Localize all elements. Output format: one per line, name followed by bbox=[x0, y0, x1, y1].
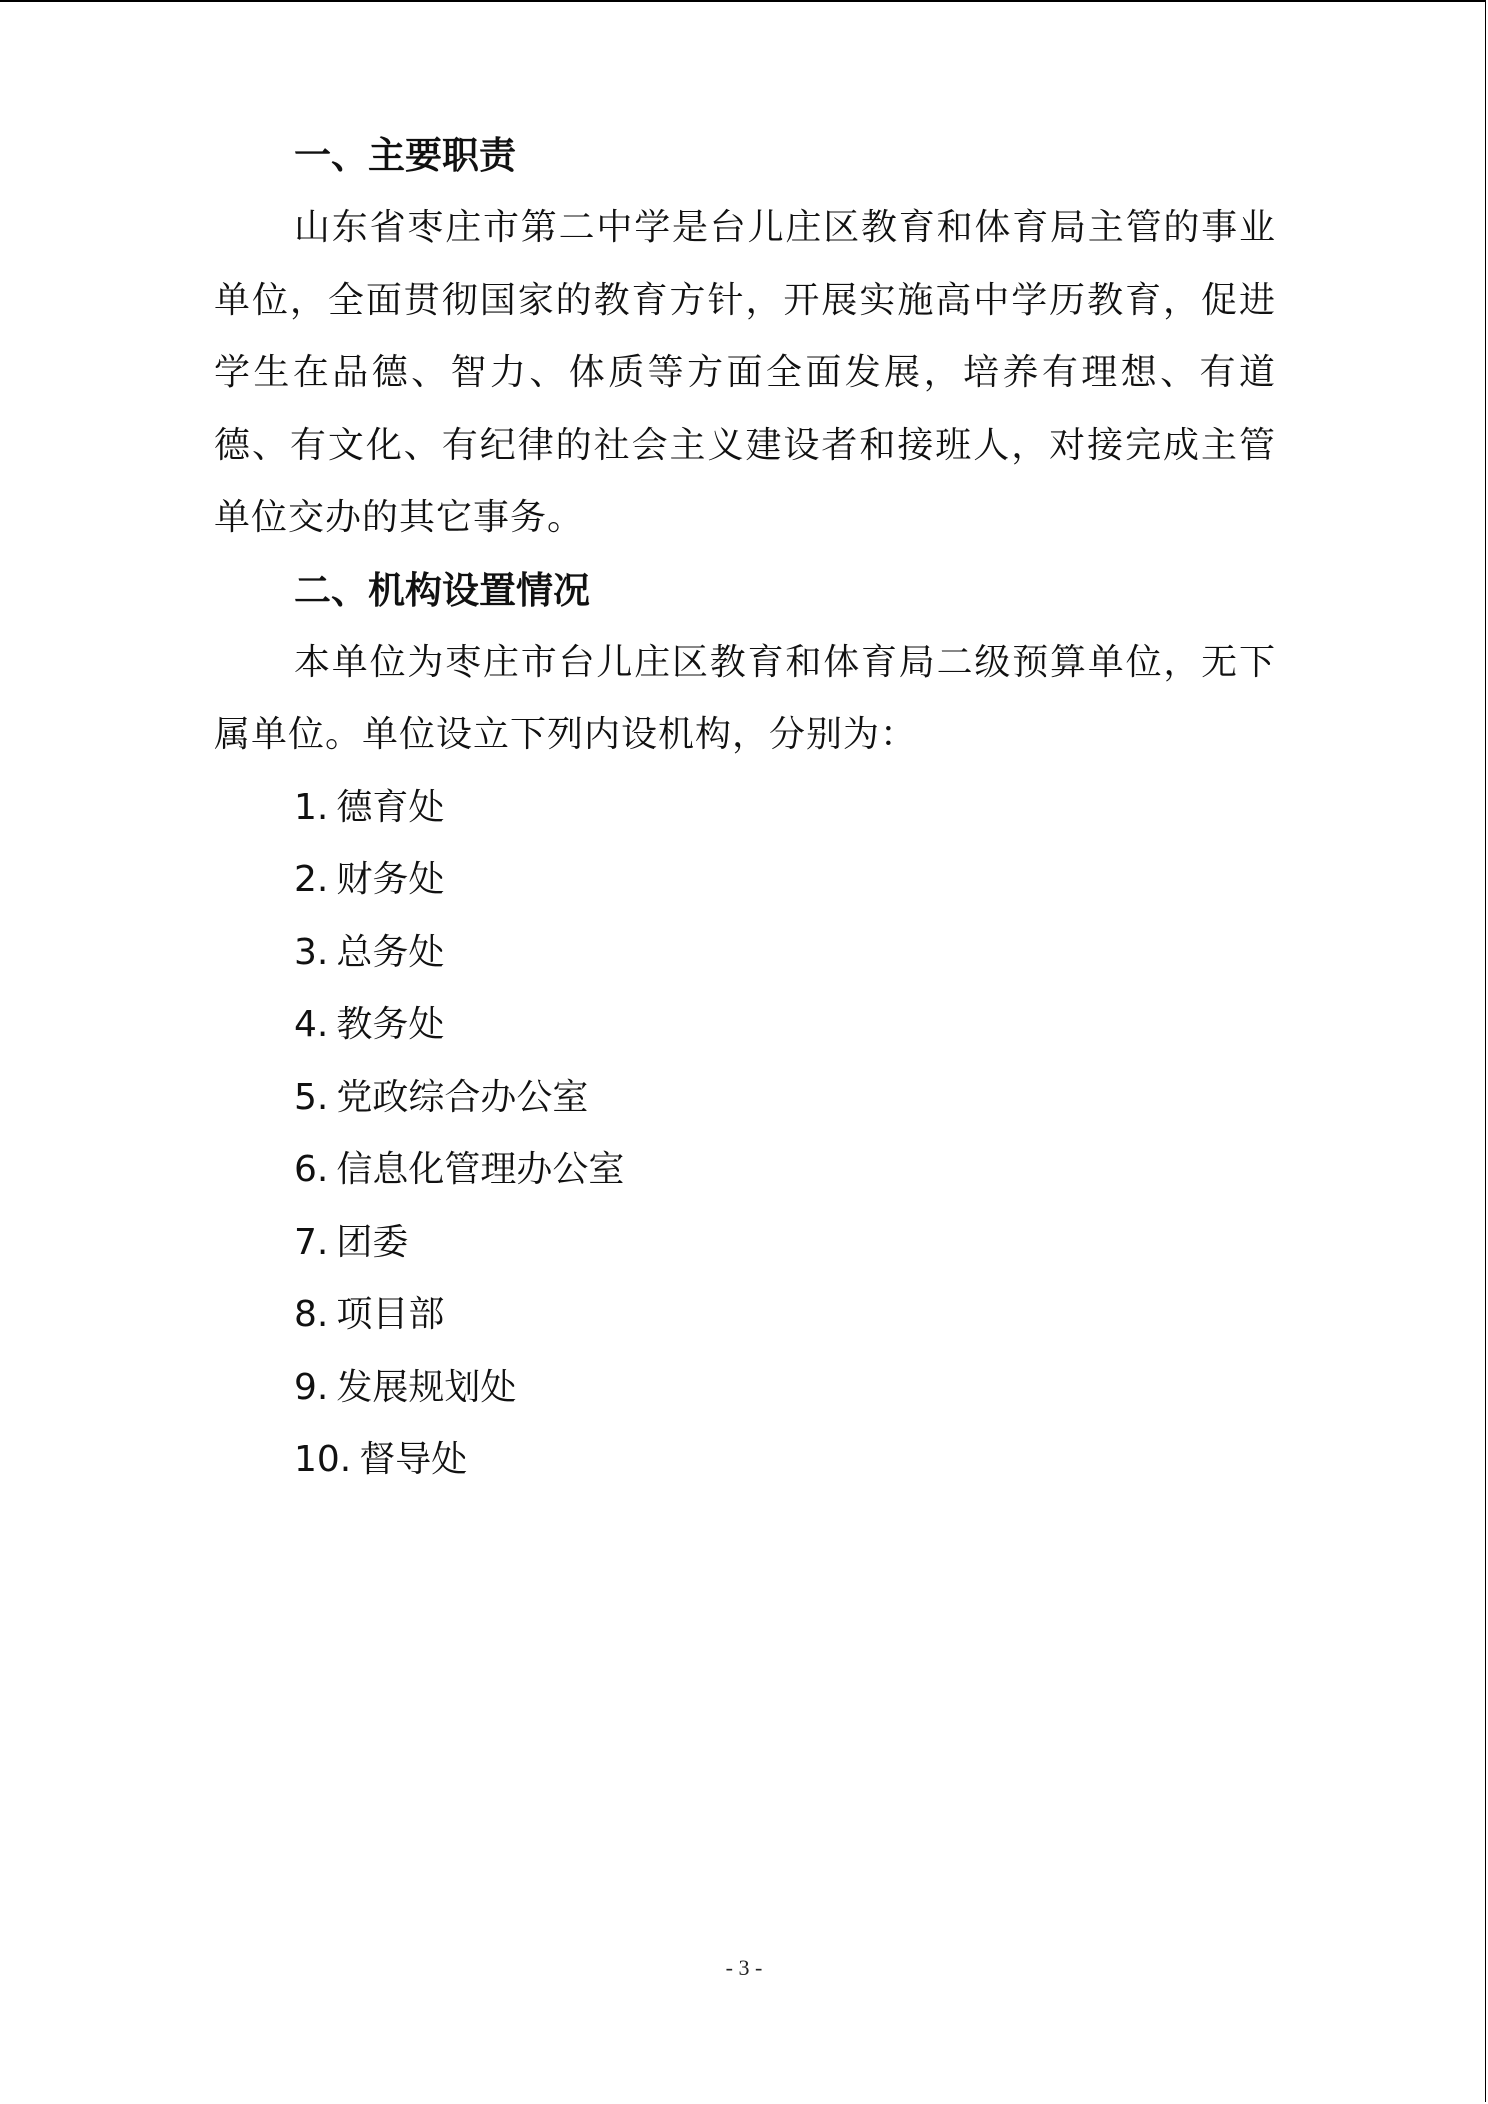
list-item-number: 6. bbox=[294, 1149, 329, 1190]
list-item-text: 发展规划处 bbox=[336, 1366, 517, 1408]
list-item-text: 信息化管理办公室 bbox=[336, 1149, 625, 1190]
list-item bbox=[214, 844, 1276, 917]
list-item-number: 4. bbox=[294, 1004, 329, 1045]
list-item-text: 德育处 bbox=[336, 786, 445, 828]
list-item-number: 7. bbox=[294, 1221, 329, 1263]
list-item bbox=[214, 1062, 1276, 1135]
list-item-number: 2. bbox=[294, 859, 329, 900]
list-item-text: 教务处 bbox=[336, 1004, 445, 1045]
list-item-number: 9. bbox=[294, 1366, 329, 1408]
section-heading-organization: 二、机构设置情况 bbox=[294, 568, 590, 612]
internal-departments-list bbox=[214, 772, 1276, 1497]
list-item-number: 10. bbox=[294, 1439, 352, 1480]
list-item bbox=[214, 1207, 1276, 1280]
list-item bbox=[214, 1424, 1276, 1497]
document-body bbox=[214, 120, 1276, 1497]
list-item bbox=[214, 1279, 1276, 1352]
list-item-text: 党政综合办公室 bbox=[336, 1076, 589, 1118]
main-duties-paragraph: 山东省枣庄市第二中学是台儿庄区教育和体育局主管的事业单位，全面贯彻国家的教育方针，开展实施高中学历教育，促进学生在品德、智力、体质等方面全面发展，培养有理想、有道德、有文化、有纪律的社会主义建设者和接班人，对接完成主管单位交办的其它事务。 bbox=[214, 207, 1276, 538]
list-item-text: 督导处 bbox=[359, 1439, 468, 1480]
list-item bbox=[214, 1352, 1276, 1425]
section-heading-main-duties: 一、主要职责 bbox=[294, 134, 516, 177]
list-item-text: 团委 bbox=[336, 1221, 409, 1263]
page-number: - 3 - bbox=[725, 1955, 763, 1980]
list-item bbox=[214, 1134, 1276, 1207]
list-item-number: 3. bbox=[294, 931, 329, 973]
organization-paragraph: 本单位为枣庄市台儿庄区教育和体育局二级预算单位，无下属单位。单位设立下列内设机构，分别为： bbox=[214, 641, 1276, 755]
list-item-text: 总务处 bbox=[336, 931, 445, 973]
list-item bbox=[214, 989, 1276, 1062]
list-item-text: 财务处 bbox=[336, 859, 445, 900]
list-item bbox=[214, 917, 1276, 990]
list-item-number: 1. bbox=[294, 786, 329, 828]
list-item-number: 8. bbox=[294, 1294, 329, 1335]
list-item bbox=[214, 772, 1276, 845]
list-item-number: 5. bbox=[294, 1076, 329, 1118]
list-item-text: 项目部 bbox=[336, 1294, 445, 1335]
